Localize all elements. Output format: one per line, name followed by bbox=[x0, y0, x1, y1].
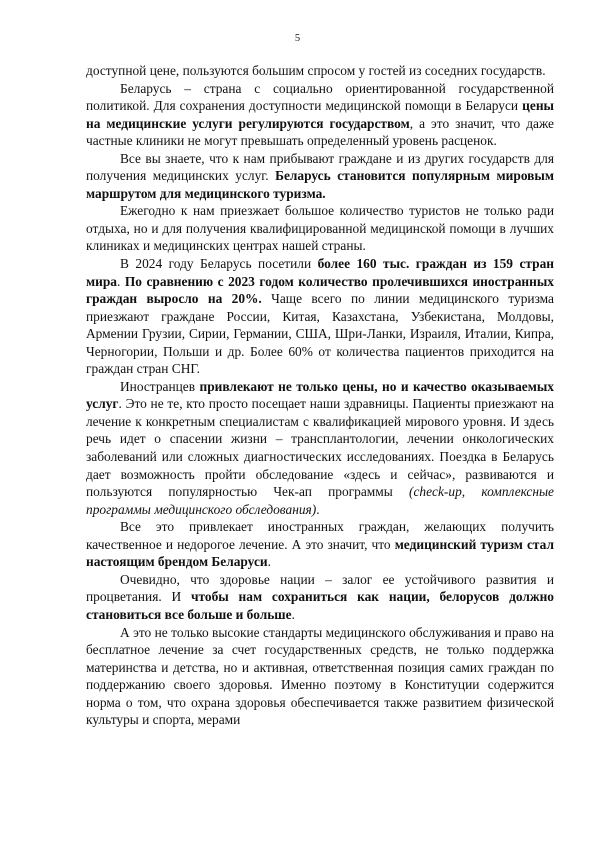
text-run: . bbox=[291, 606, 295, 622]
text-run: Иностранцев bbox=[120, 378, 200, 394]
bold-text: Беларусь становится популярным мировым маршрутом для медицинского туризма. bbox=[86, 168, 554, 201]
paragraph bbox=[86, 624, 554, 729]
text-run: Все вы знаете, что к нам прибывают граждане и из других государств для получения медицинских услуг. bbox=[86, 150, 554, 184]
text-run: Очевидно, что здоровье нации – залог ее устойчивого развития и процветания. И bbox=[86, 571, 554, 605]
bold-text: медицинский туризм стал настоящим брендом Беларуси bbox=[86, 536, 554, 570]
text-run: . bbox=[267, 554, 271, 570]
text-run: доступной цене, пользуются большим спросом у гостей из соседних государств. bbox=[86, 63, 546, 78]
italic-text: (check-up, комплексные программы медицинского обследования) bbox=[86, 484, 555, 517]
text-run: . Это не те, кто просто посещает наши здравницы. Пациенты приезжают на лечение к конкретным специалистам с квалификацией мирового уровня. И здесь речь идет о спасении жизни – трансплантологии, лечении онкологических заболеваний или сложных диагностических исследованиях. Поездка в Беларусь дает возможность пройти обследование «здесь и сейчас», развиваются и пользуются популярностью Чек-ап программы bbox=[86, 396, 554, 500]
text-run: Беларусь – страна с социально ориентированной государственной политикой. Для сохранения доступности медицинской помощи в Беларуси bbox=[86, 80, 554, 114]
bold-text: чтобы нам сохраниться как нации, белорусов должно становиться все больше и больше bbox=[86, 589, 554, 622]
text-run: А это не только высокие стандарты медицинского обслуживания и право на бесплатное лечение за счет государственных средств, не только поддержка материнства и детства, но и активная, ответственная позиция самих граждан по поддержанию своего здоровья. Именно поэтому в Конституции содержится норма о том, что охрана здоровья обеспечивается также развитием физической культуры и спорта, мерами bbox=[86, 624, 554, 728]
paragraph bbox=[86, 255, 554, 378]
bold-text: По сравнению с 2023 годом количество пролечившихся иностранных граждан выросло на 20%. bbox=[86, 273, 554, 307]
text-run: Все это привлекает иностранных граждан, желающих получить качественное и недорогое лечение. А это значит, что bbox=[86, 519, 554, 552]
paragraph bbox=[86, 202, 554, 255]
paragraph bbox=[86, 378, 554, 518]
paragraph bbox=[86, 150, 554, 203]
text-run: Чаще всего по линии медицинского туризма приезжают граждане России, Китая, Казахстана, Узбекистана, Молдовы, Армении Грузии, Сирии, Германии, США, Шри-Ланки, Израиля, Италии, Кипра, Черногории, Польши и др. Более 60% от количества пациентов приходится на граждан стран СНГ. bbox=[86, 291, 554, 377]
text-run: . bbox=[116, 273, 125, 289]
bold-text: более 160 тыс. граждан из 159 стран мира bbox=[86, 256, 554, 289]
bold-text: привлекают не только цены, но и качество оказываемых услуг bbox=[86, 378, 554, 412]
paragraph bbox=[86, 571, 554, 624]
paragraph bbox=[86, 80, 554, 150]
paragraph bbox=[86, 518, 554, 571]
paragraph bbox=[86, 62, 554, 80]
bold-text: цены на медицинские услуги регулируются государством bbox=[86, 98, 554, 131]
text-run: , а это значит, что даже частные клиники не могут превышать определенный уровень расценок. bbox=[86, 115, 554, 149]
text-run: . bbox=[316, 501, 320, 517]
document-body bbox=[86, 62, 554, 729]
page-number: 5 bbox=[294, 33, 301, 44]
text-run: В 2024 году Беларусь посетили bbox=[120, 256, 318, 272]
text-run: Ежегодно к нам приезжает большое количество туристов не только ради отдыха, но и для получения квалифицированной медицинской помощи в лучших клиниках и медицинских центрах нашей страны. bbox=[86, 203, 554, 254]
